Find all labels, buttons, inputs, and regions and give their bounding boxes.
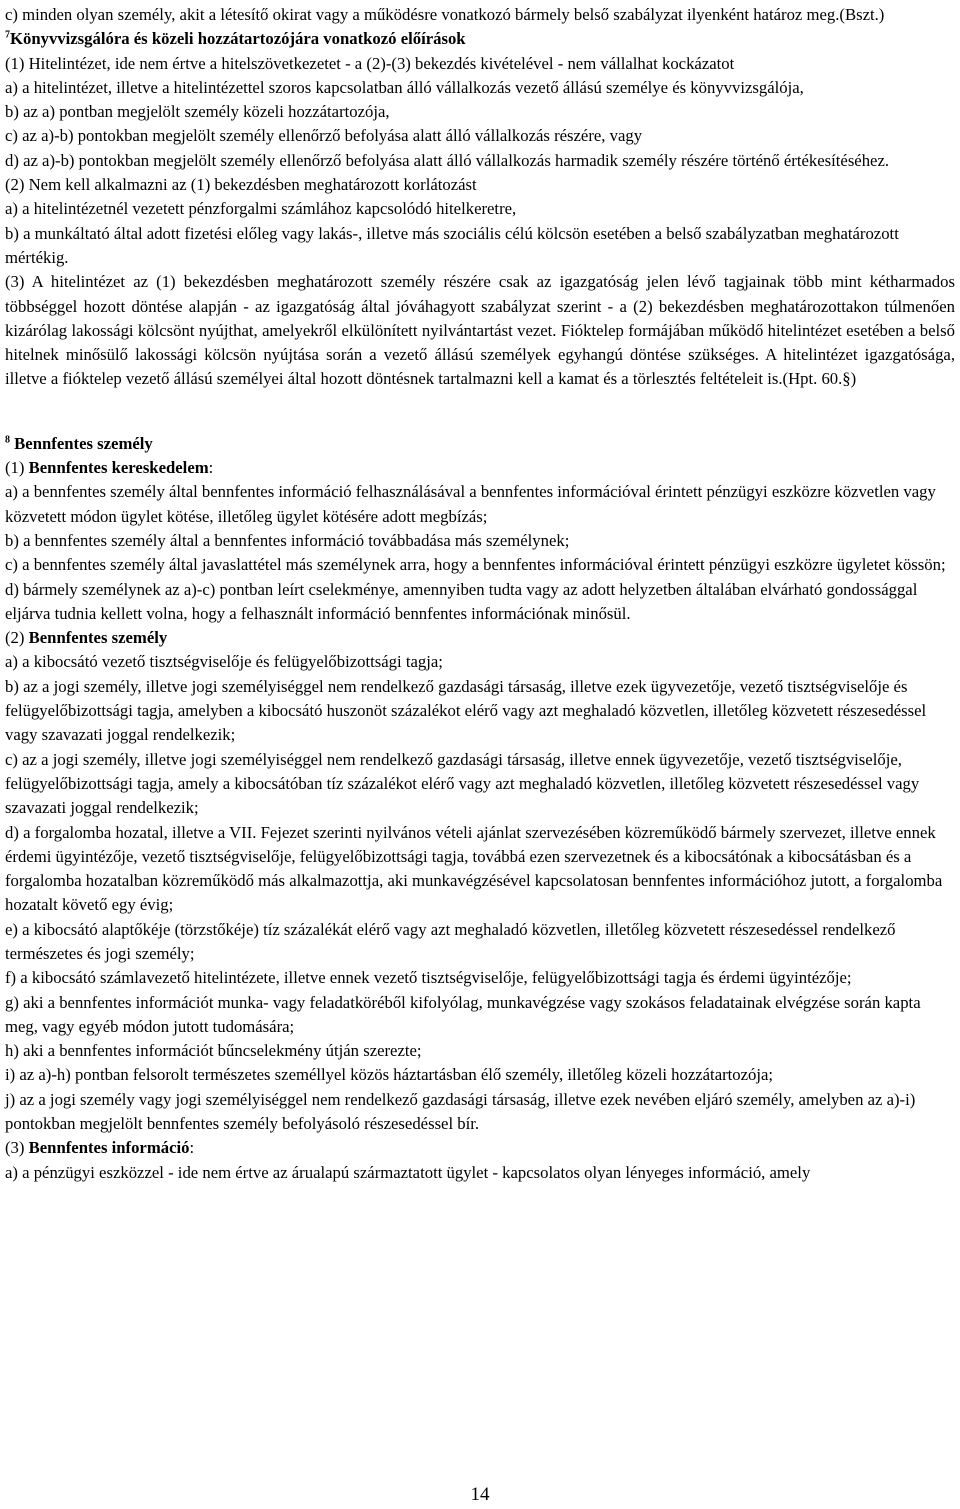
subheading-colon: : bbox=[189, 1138, 195, 1158]
subheading-1 bbox=[5, 456, 955, 480]
item-2a: a) a kibocsátó vezető tisztségviselője és felügyelőbizottsági tagja; bbox=[5, 652, 443, 672]
paragraph-intro: c) minden olyan személy, akit a létesítő okirat vagy a működésre vonatkozó bármely belső szabályzat ilyenként határoz meg.(Bszt.) bbox=[5, 5, 885, 24]
item-2j: j) az a jogi személy vagy jogi személyiséggel nem rendelkező gazdasági társaság, illetve ezek nevében eljáró személy, amelyben az a)-i) pontokban megjelölt bennfentes személy befolyásoló részesedéssel bír. bbox=[5, 1089, 916, 1134]
footnote-ref-7: 7 bbox=[5, 29, 10, 41]
subheading-number: (1) bbox=[5, 458, 29, 478]
item-2b: b) az a jogi személy, illetve jogi személyiséggel nem rendelkező gazdasági társaság, illetve ezek ügyvezetője, vezető tisztségviselője és felügyelőbizottsági tagja, amelyben a kibocsátó huszonöt százalékot elérő vagy azt meghaladó közvetlen, illetőleg közvetett részesedéssel vagy szavazati joggal rendelkezik; bbox=[5, 676, 927, 745]
item-2e: e) a kibocsátó alaptőkéje (törzstőkéje) tíz százalékát elérő vagy azt meghaladó közvetlen, illetőleg közvetett részesedéssel rendelkező természetes és jogi személy; bbox=[5, 919, 896, 963]
section-gap bbox=[5, 392, 955, 432]
item-1b: b) a bennfentes személy által a bennfentes információ továbbadása más személynek; bbox=[5, 530, 570, 550]
paragraph-3: (3) A hitelintézet az (1) bekezdésben meghatározott személy részére csak az igazgatóság jelen lévő tagjainak több mint kétharmados többséggel hozott döntése alapján - az igazgatóság által jóváhagyott szabályzat szerint - a (2) bekezdésben meghatározottakon túlmenően kizárólag lakossági kölcsönt nyújthat, amelyekről elkülönített nyilvántartást vezet. Fióktelep formájában működő hitelintézet esetében a belső hitelnek minősülő lakossági kölcsön nyújtása során a vezető állású személyek egyhangú döntése szükséges. A hitelintézet igazgatósága, illetve a fióktelep vezető állású személyei által hozott döntésnek tartalmazni kell a kamat és a törlesztés feltételeit is.(Hpt. 60.§) bbox=[5, 272, 955, 389]
paragraph-1c: c) az a)-b) pontokban megjelölt személy ellenőrző befolyása alatt álló vállalkozás részére, vagy bbox=[5, 126, 643, 146]
paragraph-1d: d) az a)-b) pontokban megjelölt személy ellenőrző befolyása alatt álló vállalkozás harmadik személy részére történő értékesítéséhez. bbox=[5, 150, 890, 170]
paragraph-1b: b) az a) pontban megjelölt személy közeli hozzátartozója, bbox=[5, 102, 390, 122]
item-2d: d) a forgalomba hozatal, illetve a VII. Fejezet szerinti nyilvános vételi ajánlat szervezésében közreműködő bármely szervezet, illetve ennek érdemi ügyintézője, vezető tisztségviselője, felügyelőbizottsági tagja, továbbá ezen szervezetnek és a kibocsátónak a kibocsátásban és a forgalomba hozatalban közreműködő más alkalmazottja, aki munkavégzésével kapcsolatosan bennfentes információhoz jutott, a forgalomba hozatalt követő egy évig; bbox=[5, 822, 943, 915]
section-heading-text: Könyvvizsgálóra és közeli hozzátartozójára vonatkozó előírások bbox=[10, 29, 466, 49]
item-1a: a) a bennfentes személy által bennfentes információ felhasználásával a bennfentes információval érintett pénzügyi eszközre közvetlen vagy közvetett módon ügylet kötése, illetőleg ügylet kötésére adott megbízás; bbox=[5, 482, 936, 526]
subheading-number: (2) bbox=[5, 628, 29, 648]
page-number: 14 bbox=[470, 1484, 490, 1505]
paragraph-2b: b) a munkáltató által adott fizetési előleg vagy lakás-, illetve más szociális célú kölcsön esetében a belső szabályzatban meghatározott mértékig. bbox=[5, 223, 899, 267]
item-1d: d) bármely személynek az a)-c) pontban leírt cselekménye, amennyiben tudta vagy az adott helyzetben általában elvárható gondossággal eljárva tudnia kellett volna, hogy a felhasznált információ bennfentes információnak minősül. bbox=[5, 579, 918, 623]
subheading-2 bbox=[5, 626, 955, 650]
item-2i: i) az a)-h) pontban felsorolt természetes személlyel közös háztartásban élő személy, illetőleg közeli hozzátartozója; bbox=[5, 1065, 774, 1085]
footnote-ref-8: 8 bbox=[5, 434, 10, 446]
item-2c: c) az a jogi személy, illetve jogi személyiséggel nem rendelkező gazdasági társaság, illetve ennek ügyvezetője, vezető tisztségviselője, felügyelőbizottsági tagja, amely a kibocsátóban tíz százalékot elérő vagy azt meghaladó közvetlen, illetőleg közvetett részesedéssel vagy szavazati joggal rendelkezik; bbox=[5, 749, 920, 818]
subheading-colon: : bbox=[208, 458, 214, 478]
item-2h: h) aki a bennfentes információt bűncselekmény útján szerezte; bbox=[5, 1041, 422, 1061]
subheading-number: (3) bbox=[5, 1138, 29, 1158]
section-heading-text-8: Bennfentes személy bbox=[14, 433, 153, 453]
subheading-title: Bennfentes információ bbox=[28, 1138, 190, 1158]
section-heading-7 bbox=[5, 27, 955, 51]
section-heading-8 bbox=[5, 432, 955, 456]
subheading-title: Bennfentes kereskedelem bbox=[28, 458, 209, 478]
item-2g: g) aki a bennfentes információt munka- vagy feladatköréből kifolyólag, munkavégzése vagy szokásos feladatainak elvégzése során kapta meg, vagy egyéb módon jutott tudomására; bbox=[5, 992, 921, 1036]
subheading-title: Bennfentes személy bbox=[28, 628, 168, 648]
item-1c: c) a bennfentes személy által javaslattétel más személynek arra, hogy a bennfentes információval érintett pénzügyi eszközre ügyletet kössön; bbox=[5, 555, 946, 575]
item-3a: a) a pénzügyi eszközzel - ide nem értve az árualapú származtatott ügylet - kapcsolatos olyan lényeges információ, amely bbox=[5, 1162, 811, 1182]
item-2f: f) a kibocsátó számlavezető hitelintézete, illetve ennek vezető tisztségviselője, felügyelőbizottsági tagja és érdemi ügyintézője; bbox=[5, 968, 852, 988]
paragraph-1: (1) Hitelintézet, ide nem értve a hitelszövetkezetet - a (2)-(3) bekezdés kivételével - nem vállalhat kockázatot bbox=[5, 53, 735, 73]
paragraph-2: (2) Nem kell alkalmazni az (1) bekezdésben meghatározott korlátozást bbox=[5, 175, 477, 195]
subheading-3 bbox=[5, 1136, 955, 1160]
paragraph-1a: a) a hitelintézet, illetve a hitelintézettel szoros kapcsolatban álló vállalkozás vezető állású személye és könyvvizsgálója, bbox=[5, 77, 804, 97]
paragraph-2a: a) a hitelintézetnél vezetett pénzforgalmi számlához kapcsolódó hitelkeretre, bbox=[5, 199, 517, 219]
